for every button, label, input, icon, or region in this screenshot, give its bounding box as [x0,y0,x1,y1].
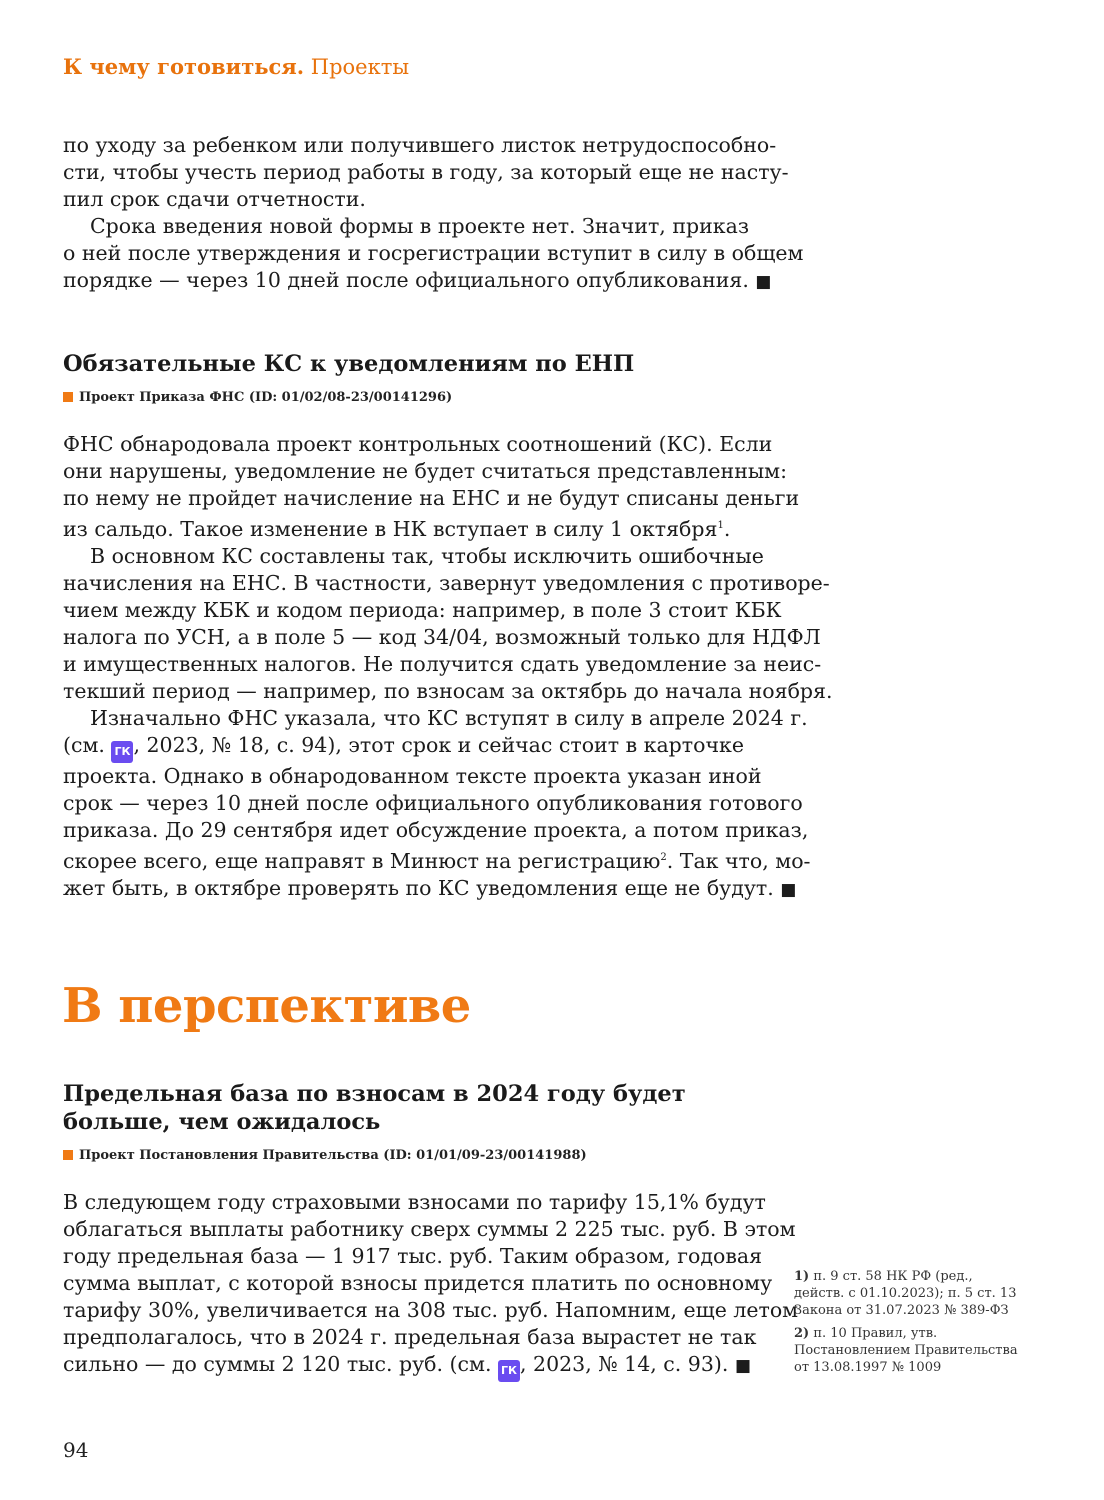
header-subsection: Проекты [310,55,410,79]
footnote-1: 1) п. 9 ст. 58 НК РФ (ред., действ. с 01.10.2023); п. 5 ст. 13 Закона от 31.07.2023 № 389-ФЗ [794,1269,1017,1318]
article-base [63,1080,799,1382]
paragraph: Срока введения новой формы в проекте нет. Значит, приказ [90,214,750,238]
article-title: Обязательные КС к уведомлениям по ЕНП [63,351,635,377]
footnote-ref[interactable]: 2 [660,851,667,863]
article-source: Проект Постановления Правительства (ID: 01/01/09-23/00141988) [63,1148,743,1163]
paragraph: по уходу за ребенком или получившего листок нетрудоспособно- сти, чтобы учесть период работы в году, за который еще не насту- пил срок сдачи отчетности. [63,133,789,211]
article-source: Проект Приказа ФНС (ID: 01/02/08-23/00141296) [63,390,743,405]
running-header [63,54,409,79]
paragraph: В основном КС составлены так, чтобы исключить ошибочные начисления на ЕНС. В частности, завернут уведомления с противоре- чием между КБК и кодом периода: например, в поле 3 стоит КБК налога по УСН, а в поле 5 — код 34/04, возможный только для НДФЛ и имущественных налогов. Не получится сдать уведомление за неис- текший период — например, по взносам за октябрь до начала ноября. [63,543,833,703]
continuation-block [63,132,804,296]
header-section: К чему готовиться. [63,54,305,79]
paragraph: ФНС обнародовала проект контрольных соотношений (КС). Если они нарушены, уведомление не будет считаться представленным: по нему не пройдет начисление на ЕНС и не будут списаны деньги из сальдо. Такое изменение в НК вступает в силу 1 октября$^1$. [63,432,800,541]
paragraph: о ней после утверждения и госрегистрации вступит в силу в общем порядке — через 10 дней после официального опубликования. ■ [63,241,804,292]
section-title: В перспективе [62,978,471,1034]
article-ks [63,350,833,904]
page-number: 94 [63,1438,89,1462]
paragraph: Изначально ФНС указала, что КС вступят в силу в апреле 2024 г. (см. ГК , 2023, № 18, с. 94), этот срок и сейчас стоит в карточке проекта. Однако в обнародованном тексте проекта указан иной срок — через 10 дней после официального опубликования готового приказа. До 29 сентября идет обсуждение проекта, а потом приказ, скорее всего, еще направят в Минюст на регистрацию$^2$. Так что, мо- жет быть, в октябре проверять по КС уведомления еще не будут. ■ [63,705,811,900]
end-mark: ■ [780,879,797,900]
gk-logo-icon[interactable]: ГК [498,1360,520,1382]
footnote-ref[interactable]: 1 [717,520,724,531]
article-title: Предельная база по взносам в 2024 году будет больше, чем ожидалось [63,1081,686,1135]
paragraph: В следующем году страховыми взносами по тарифу 15,1% будут облагаться выплаты работнику сверх суммы 2 225 тыс. руб. В этом году предельная база — 1 917 тыс. руб. Таким образом, годовая сумма выплат, с которой взносы придется платить по основному тарифу 30%, увеличивается на 308 тыс. руб. Напомним, еще летом предполагалось, что в 2024 г. предельная база вырастет не так сильно — до суммы 2 120 тыс. руб. (см. ГК , 2023, № 14, с. 93). ■ [63,1189,743,1382]
bullet-square-icon [63,392,73,402]
end-mark: ■ [755,272,772,292]
end-mark: ■ [734,1356,751,1376]
gk-logo-icon[interactable]: ГК [111,741,133,763]
bullet-square-icon [63,1150,73,1160]
footnote-2: 2) п. 10 Правил, утв. Постановлением Правительства от 13.08.1997 № 1009 [794,1326,1018,1375]
